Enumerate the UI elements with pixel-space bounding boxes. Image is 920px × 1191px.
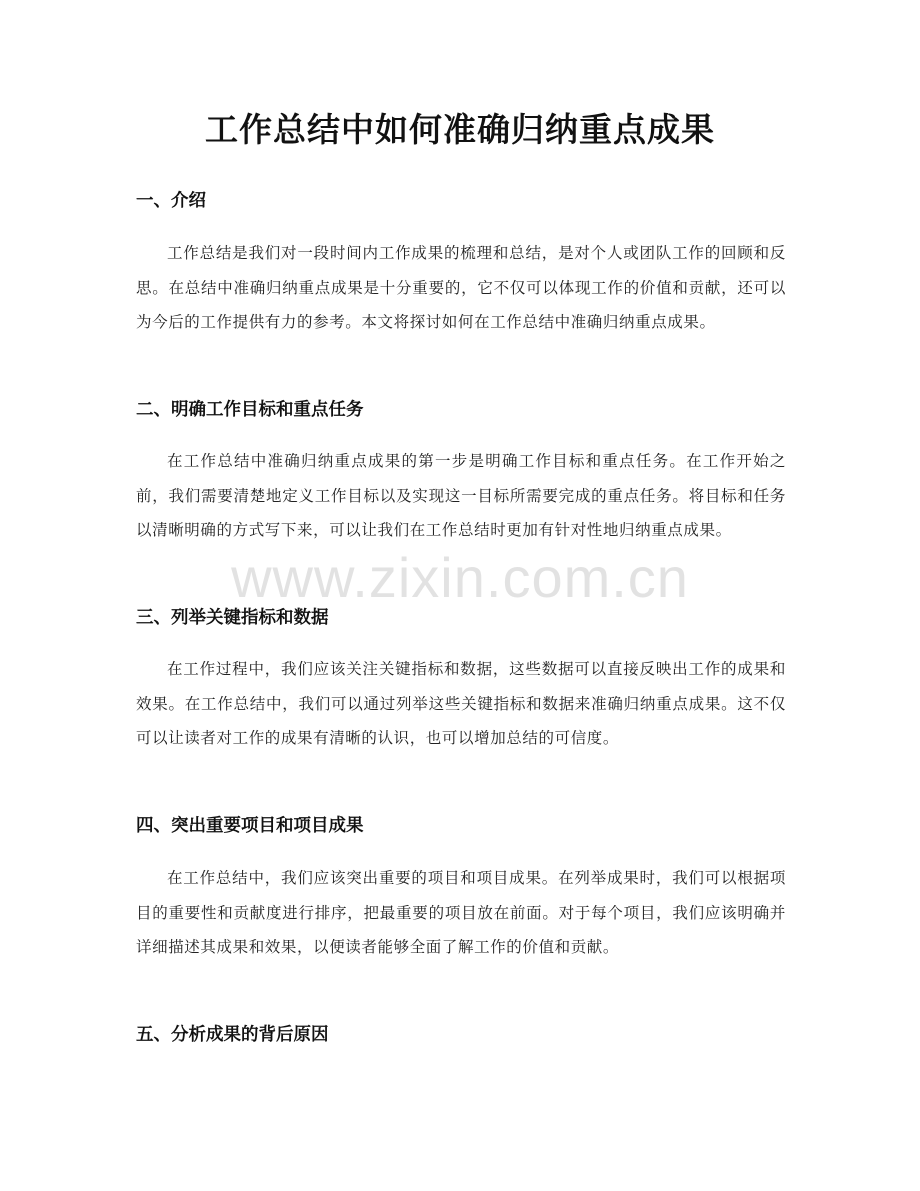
watermark: www.zixin.com.cn [231, 546, 689, 609]
section-paragraph-metrics: 在工作过程中，我们应该关注关键指标和数据，这些数据可以直接反映出工作的成果和效果。在工作总结中，我们可以通过列举这些关键指标和数据来准确归纳重点成果。这不仅可以让读者对工作的成果有清晰的认识，也可以增加总结的可信度。 [136, 660, 786, 747]
section-heading-goals: 二、明确工作目标和重点任务 [136, 400, 364, 420]
section-heading-metrics: 三、列举关键指标和数据 [136, 608, 329, 628]
section-heading-analysis: 五、分析成果的背后原因 [136, 1025, 329, 1045]
section-heading-projects: 四、突出重要项目和项目成果 [136, 816, 364, 836]
section-paragraph-goals: 在工作总结中准确归纳重点成果的第一步是明确工作目标和重点任务。在工作开始之前，我们需要清楚地定义工作目标以及实现这一目标所需要完成的重点任务。将目标和任务以清晰明确的方式写下来，可以让我们在工作总结时更加有针对性地归纳重点成果。 [136, 452, 786, 539]
section-paragraph-projects: 在工作总结中，我们应该突出重要的项目和项目成果。在列举成果时，我们可以根据项目的重要性和贡献度进行排序，把最重要的项目放在前面。对于每个项目，我们应该明确并详细描述其成果和效果，以便读者能够全面了解工作的价值和贡献。 [136, 869, 786, 956]
section-heading-intro: 一、介绍 [136, 191, 206, 211]
document-title: 工作总结中如何准确归纳重点成果 [205, 110, 715, 149]
section-paragraph-intro: 工作总结是我们对一段时间内工作成果的梳理和总结，是对个人或团队工作的回顾和反思。在总结中准确归纳重点成果是十分重要的，它不仅可以体现工作的价值和贡献，还可以为今后的工作提供有力的参考。本文将探讨如何在工作总结中准确归纳重点成果。 [136, 244, 786, 331]
